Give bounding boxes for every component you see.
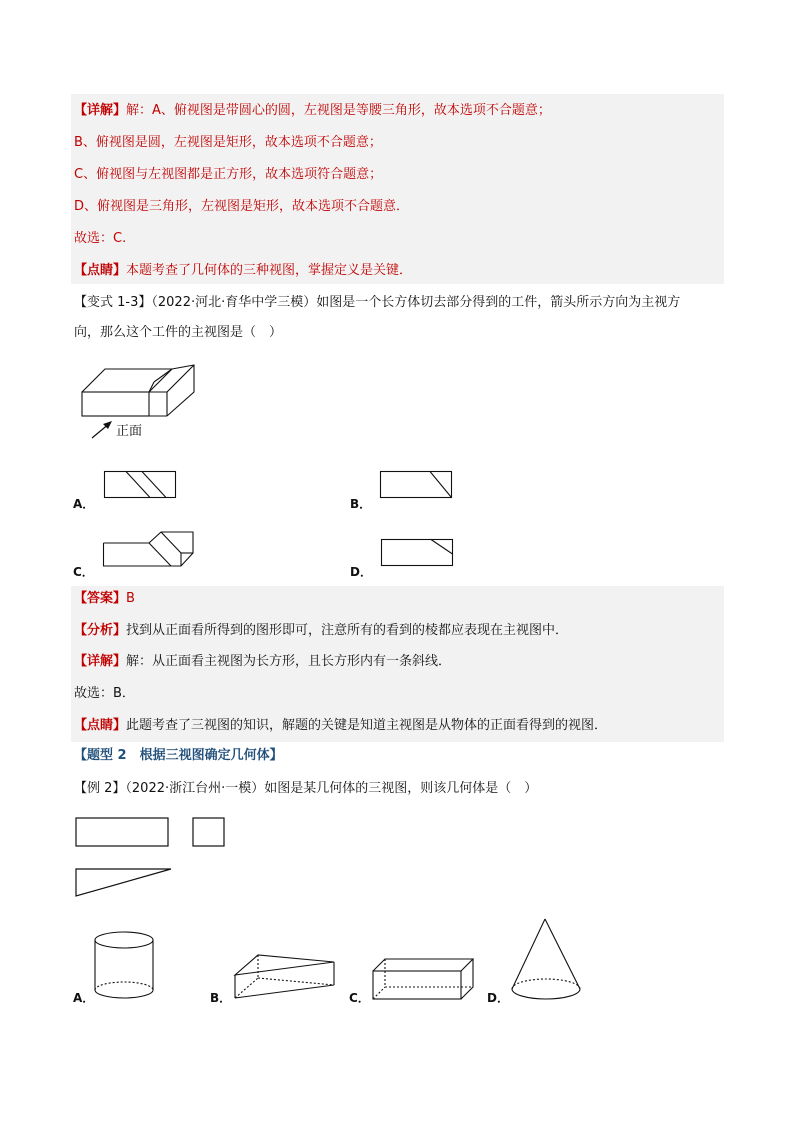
comment-line	[74, 261, 412, 281]
detail-tag-2: 【详解】	[74, 654, 127, 669]
type-2-heading: 【题型 2 根据三视图确定几何体】	[74, 748, 283, 763]
detail-line-2	[74, 652, 451, 672]
example-option-c-label[interactable]: C．	[349, 991, 370, 1005]
example-tag: 【例 2】	[74, 781, 126, 796]
cuboid-figure[interactable]	[371, 957, 477, 1001]
solution-block-1	[71, 94, 724, 284]
answer-tag: 【答案】	[74, 591, 127, 606]
option-c-explanation: C、俯视图与左视图都是正方形，故本选项符合题意；	[74, 167, 383, 182]
option-a-label[interactable]: A．	[73, 497, 95, 511]
question-text-1: 如图是一个长方体切去部分得到的工件，箭头所示方向为主视方	[316, 295, 681, 310]
analysis-line	[74, 621, 568, 641]
analysis-tag: 【分析】	[74, 623, 127, 638]
option-c-label[interactable]: C．	[73, 565, 94, 579]
option-d-explanation: D、俯视图是三角形，左视图是矩形，故本选项不合题意．	[74, 199, 410, 214]
example-option-a-label[interactable]: A．	[73, 991, 95, 1005]
option-b-explanation: B、俯视图是圆，左视图是矩形，故本选项不合题意；	[74, 135, 382, 150]
example-text: （2022·浙江台州·一模）如图是某几何体的三视图，则该几何体是（ ）	[125, 781, 538, 796]
question-1-3-line-1	[74, 292, 724, 314]
cone-figure[interactable]	[509, 917, 585, 1003]
comment-tag-2: 【点睛】	[74, 718, 127, 733]
detail-tag: 【详解】	[74, 103, 127, 118]
option-c-figure[interactable]	[103, 531, 195, 567]
answer-value: B	[126, 591, 135, 606]
option-d-label[interactable]: D．	[350, 565, 372, 579]
front-view	[76, 818, 168, 846]
option-a-figure[interactable]	[104, 471, 178, 499]
answer-line	[74, 589, 135, 609]
question-tag: 【变式 1-3】	[74, 295, 152, 310]
comment-text: 本题考查了几何体的三种视图，掌握定义是关键．	[126, 263, 413, 278]
example-2-line	[74, 778, 724, 800]
top-view	[76, 869, 171, 896]
question-source: （2022·河北·育华中学三模）	[151, 295, 317, 310]
option-b-figure[interactable]	[380, 471, 454, 499]
detail-text: 解：A、俯视图是带圆心的圆，左视图是等腰三角形，故本选项不合题意；	[126, 103, 551, 118]
example-option-b-label[interactable]: B．	[210, 991, 232, 1005]
example-option-d-label[interactable]: D．	[487, 991, 509, 1005]
choice-line: 故选：C.	[74, 231, 127, 246]
comment-line-2	[74, 716, 607, 736]
side-view	[193, 818, 224, 846]
choice-line-2: 故选：B．	[74, 686, 135, 701]
front-label: 正面	[116, 424, 143, 439]
option-d-figure[interactable]	[381, 539, 455, 567]
comment-text-2: 此题考查了三视图的知识，解题的关键是知道主视图是从物体的正面看得到的视图．	[126, 718, 608, 733]
cylinder-figure[interactable]	[93, 930, 157, 1002]
question-1-3-line-2: 向，那么这个工件的主视图是（ ）	[74, 325, 283, 340]
triangular-prism-figure[interactable]	[233, 952, 337, 1000]
three-views-figure	[75, 817, 235, 899]
detail-line	[74, 101, 551, 121]
detail-text-2: 解：从正面看主视图为长方形，且长方形内有一条斜线．	[126, 654, 452, 669]
comment-tag: 【点睛】	[74, 263, 127, 278]
option-b-label[interactable]: B．	[350, 497, 372, 511]
analysis-text: 找到从正面看所得到的图形即可，注意所有的看到的棱都应表现在主视图中．	[126, 623, 569, 638]
